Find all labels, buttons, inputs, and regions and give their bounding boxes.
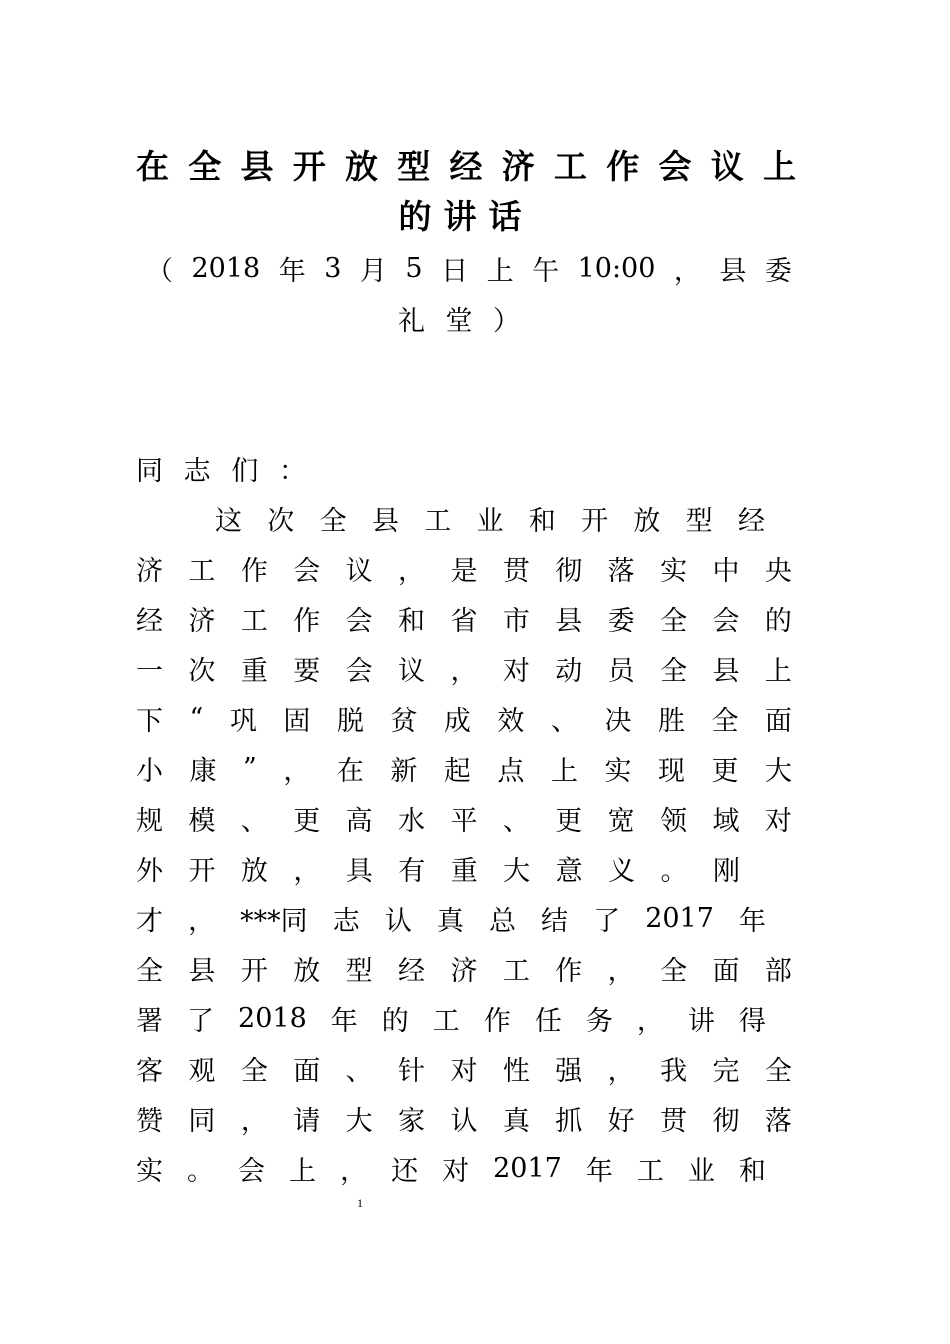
body-token: 义	[608, 855, 636, 887]
body-token: 落	[607, 555, 635, 587]
body-token: 的	[381, 1005, 409, 1037]
body-line	[136, 998, 766, 1038]
body-token: 部	[764, 955, 792, 987]
body-line	[215, 498, 765, 538]
body-token: 同	[188, 1105, 216, 1137]
body-token: 全	[660, 955, 688, 987]
body-token: 经	[737, 505, 765, 537]
body-token: 高	[345, 805, 373, 837]
title-char: 放	[345, 146, 378, 186]
body-token: 客	[136, 1055, 163, 1087]
body-token: 小	[136, 755, 163, 787]
body-token: 、	[550, 705, 578, 737]
body-token: 省	[450, 605, 478, 637]
body-token: 决	[604, 705, 632, 737]
body-token: ，	[450, 655, 478, 687]
body-token: 动	[555, 655, 583, 687]
body-token: 2017	[645, 902, 714, 934]
title-char: 型	[397, 146, 431, 186]
body-token: 贫	[390, 705, 418, 737]
text-token: 日	[441, 255, 469, 287]
body-token: 胜	[657, 705, 685, 737]
body-token: 议	[398, 655, 426, 687]
body-line	[136, 948, 792, 988]
title-char: 议	[710, 146, 744, 186]
page-number: 1	[357, 1196, 363, 1210]
body-token: 实	[136, 1155, 163, 1187]
body-token: 家	[398, 1105, 426, 1137]
body-token: ，	[398, 555, 426, 587]
body-token: 有	[398, 855, 426, 887]
body-token: 经	[398, 955, 426, 987]
body-token: 实	[660, 555, 688, 587]
body-token: 开	[188, 855, 216, 887]
body-token: 上	[550, 755, 578, 787]
body-token: 才	[136, 905, 163, 937]
body-token: 型	[685, 505, 713, 537]
title-char: 在	[136, 146, 169, 186]
body-token: 起	[443, 755, 471, 787]
text-token: 礼	[398, 305, 425, 337]
body-token: 真	[502, 1105, 530, 1137]
body-token: 请	[293, 1105, 321, 1137]
body-token: 和	[398, 605, 426, 637]
body-token: 和	[528, 505, 556, 537]
body-token: 年	[739, 905, 766, 937]
body-token: 全	[319, 505, 347, 537]
text-token: 10:00	[577, 252, 656, 284]
body-token: 全	[660, 655, 688, 687]
body-token: 中	[712, 555, 740, 587]
body-token: 完	[712, 1055, 740, 1087]
body-token: “	[189, 702, 204, 734]
text-token: 月	[359, 255, 387, 287]
body-line	[136, 598, 792, 638]
body-token: 彻	[555, 555, 583, 587]
body-token: 、	[345, 1055, 373, 1087]
body-token: 工	[636, 1155, 664, 1187]
body-token: 重	[240, 655, 268, 687]
body-token: 。	[660, 855, 688, 887]
body-token: 县	[712, 655, 740, 687]
body-token: 开	[240, 955, 268, 987]
text-token: 们	[231, 455, 259, 487]
body-token: 议	[345, 555, 373, 587]
body-token: 刚	[712, 855, 740, 887]
body-token: 会	[293, 555, 321, 587]
body-token: 放	[633, 505, 661, 537]
body-token: 作	[240, 555, 268, 587]
body-token: 央	[764, 555, 792, 587]
body-line	[136, 798, 792, 838]
body-token: 面	[293, 1055, 321, 1087]
text-token: 2018	[191, 252, 261, 284]
body-token: 务	[585, 1005, 613, 1037]
body-token: 工	[188, 555, 216, 587]
body-token: 济	[450, 955, 478, 987]
body-token: 效	[497, 705, 525, 737]
body-token: 彻	[712, 1105, 740, 1137]
text-token: 县	[719, 255, 747, 287]
body-line	[136, 1098, 792, 1138]
body-token: 更	[711, 755, 739, 787]
body-token: 下	[136, 705, 163, 737]
body-token: 讲	[687, 1005, 715, 1037]
body-token: 成	[443, 705, 471, 737]
title-char: 作	[606, 146, 640, 186]
title-char: 开	[292, 146, 326, 186]
body-token: 领	[660, 805, 688, 837]
body-token: 志	[332, 905, 360, 937]
text-token: 同	[136, 455, 163, 487]
text-token: 5	[405, 252, 423, 284]
body-token: 全	[240, 1055, 268, 1087]
body-token: 工	[502, 955, 530, 987]
body-token: 这	[215, 505, 242, 537]
body-line	[136, 898, 766, 938]
body-token: 康	[189, 755, 217, 787]
body-token: ，	[240, 1105, 268, 1137]
body-token: 工	[240, 605, 268, 637]
body-token: 重	[450, 855, 478, 887]
title-char: 工	[554, 146, 587, 186]
body-token: 在	[336, 755, 364, 787]
body-line	[136, 648, 792, 688]
body-token: 工	[424, 505, 452, 537]
body-token: 要	[293, 655, 321, 687]
body-token: ，	[188, 905, 216, 937]
body-token: 作	[555, 955, 583, 987]
text-token: 堂	[445, 305, 473, 337]
body-token: 是	[450, 555, 478, 587]
body-token: 大	[345, 1105, 373, 1137]
body-token: 对	[442, 1155, 470, 1187]
body-token: 开	[581, 505, 609, 537]
body-token: 更	[555, 805, 583, 837]
body-token: 好	[607, 1105, 635, 1137]
body-token: 县	[555, 605, 583, 637]
text-token: 上	[486, 255, 514, 287]
body-token: 、	[240, 805, 268, 837]
body-token: 大	[765, 755, 792, 787]
body-token: 现	[657, 755, 685, 787]
body-token: 署	[136, 1005, 163, 1037]
text-token: ）	[493, 305, 520, 337]
body-token: 结	[541, 905, 569, 937]
body-token: 、	[502, 805, 530, 837]
body-token: 放	[293, 955, 321, 987]
body-token: ”	[243, 752, 257, 784]
title-char: 上	[763, 146, 796, 186]
body-token: 认	[384, 905, 412, 937]
body-token: 意	[555, 855, 583, 887]
meta-line-1	[146, 248, 792, 288]
text-token: ，	[673, 255, 701, 287]
text-token: 志	[183, 455, 211, 487]
body-token: 观	[188, 1055, 216, 1087]
body-line	[136, 548, 792, 588]
body-token: 巩	[229, 705, 257, 737]
title-char: 会	[658, 146, 692, 186]
body-line	[136, 1048, 792, 1088]
body-token: 任	[534, 1005, 562, 1037]
body-line	[136, 848, 740, 888]
body-token: 全	[764, 1055, 792, 1087]
body-token: 。	[187, 1155, 215, 1187]
body-token: 实	[604, 755, 632, 787]
body-token: 落	[764, 1105, 792, 1137]
body-token: 作	[293, 605, 321, 637]
body-token: ，	[636, 1005, 664, 1037]
body-token: ，	[340, 1155, 368, 1187]
body-token: ，	[283, 755, 311, 787]
body-token: 具	[345, 855, 373, 887]
body-token: 水	[398, 805, 426, 837]
body-token: 上	[764, 655, 792, 687]
body-token: 面	[765, 705, 792, 737]
body-token: 真	[436, 905, 464, 937]
meta-line-2	[398, 298, 520, 338]
title-char: 经	[449, 146, 483, 186]
body-token: 全	[711, 705, 739, 737]
body-token: 全	[660, 605, 688, 637]
text-token: ：	[278, 455, 306, 487]
body-token: 贯	[502, 555, 530, 587]
body-token: 平	[450, 805, 478, 837]
body-token: 2018	[238, 1002, 307, 1034]
body-token: 新	[390, 755, 418, 787]
body-line	[136, 748, 792, 788]
body-token: 工	[432, 1005, 460, 1037]
body-token: 的	[764, 605, 792, 637]
body-token: 域	[712, 805, 740, 837]
body-token: 2017	[493, 1152, 562, 1184]
body-token: 贯	[660, 1105, 688, 1137]
body-token: 会	[345, 605, 373, 637]
title-char: 全	[188, 146, 222, 186]
body-token: 了	[187, 1005, 215, 1037]
salutation	[136, 448, 306, 488]
text-token: 年	[278, 255, 306, 287]
body-token: 更	[293, 805, 321, 837]
body-token: 放	[240, 855, 268, 887]
body-token: 会	[345, 655, 373, 687]
body-token: 脱	[336, 705, 364, 737]
title-char: 济	[501, 146, 535, 186]
title-line-1	[136, 140, 796, 188]
body-token: 固	[283, 705, 311, 737]
body-token: 委	[607, 605, 635, 637]
title-line-2: 的讲话	[398, 196, 534, 236]
body-token: 大	[503, 855, 531, 887]
body-token: 济	[136, 555, 163, 587]
body-token: 济	[188, 605, 216, 637]
body-token: 对	[502, 655, 530, 687]
body-token: 上	[289, 1155, 317, 1187]
text-token: 午	[532, 255, 560, 287]
body-token: 外	[136, 855, 163, 887]
body-token: 认	[450, 1105, 478, 1137]
body-token: 规	[136, 805, 163, 837]
text-token: （	[146, 255, 173, 287]
body-token: 业	[476, 505, 504, 537]
body-token: 县	[188, 955, 216, 987]
body-token: 得	[738, 1005, 766, 1037]
body-token: 宽	[607, 805, 635, 837]
body-token: 还	[391, 1155, 419, 1187]
text-token: 委	[764, 255, 792, 287]
body-token: 对	[764, 805, 792, 837]
body-token: 模	[188, 805, 216, 837]
body-token: 经	[136, 605, 163, 637]
body-token: 市	[502, 605, 530, 637]
body-token: 次	[188, 655, 216, 687]
body-token: 强	[555, 1055, 583, 1087]
body-token: 年	[330, 1005, 358, 1037]
body-token: 赞	[136, 1105, 163, 1137]
body-token: 次	[267, 505, 295, 537]
body-token: 点	[497, 755, 525, 787]
body-token: 会	[238, 1155, 266, 1187]
body-line	[136, 698, 792, 738]
body-token: 一	[136, 655, 163, 687]
body-token: 性	[502, 1055, 530, 1087]
body-token: 员	[607, 655, 635, 687]
body-token: 会	[712, 605, 740, 637]
body-token: 县	[371, 505, 399, 537]
body-token: 全	[136, 955, 163, 987]
body-token: 抓	[555, 1105, 583, 1137]
body-token: 面	[712, 955, 740, 987]
body-token: 和	[738, 1155, 766, 1187]
body-token: 总	[488, 905, 516, 937]
body-line	[136, 1148, 766, 1188]
text-token: 3	[324, 252, 342, 284]
body-token: 针	[398, 1055, 426, 1087]
body-token: 年	[585, 1155, 613, 1187]
title-char: 县	[240, 146, 274, 186]
body-token: ，	[293, 855, 321, 887]
body-token: ，	[607, 1055, 635, 1087]
body-token: 型	[345, 955, 373, 987]
body-token: ***同	[240, 905, 308, 937]
body-token: ，	[607, 955, 635, 987]
body-token: 了	[593, 905, 621, 937]
body-token: 我	[660, 1055, 688, 1087]
body-token: 对	[450, 1055, 478, 1087]
body-token: 作	[483, 1005, 511, 1037]
body-token: 业	[687, 1155, 715, 1187]
